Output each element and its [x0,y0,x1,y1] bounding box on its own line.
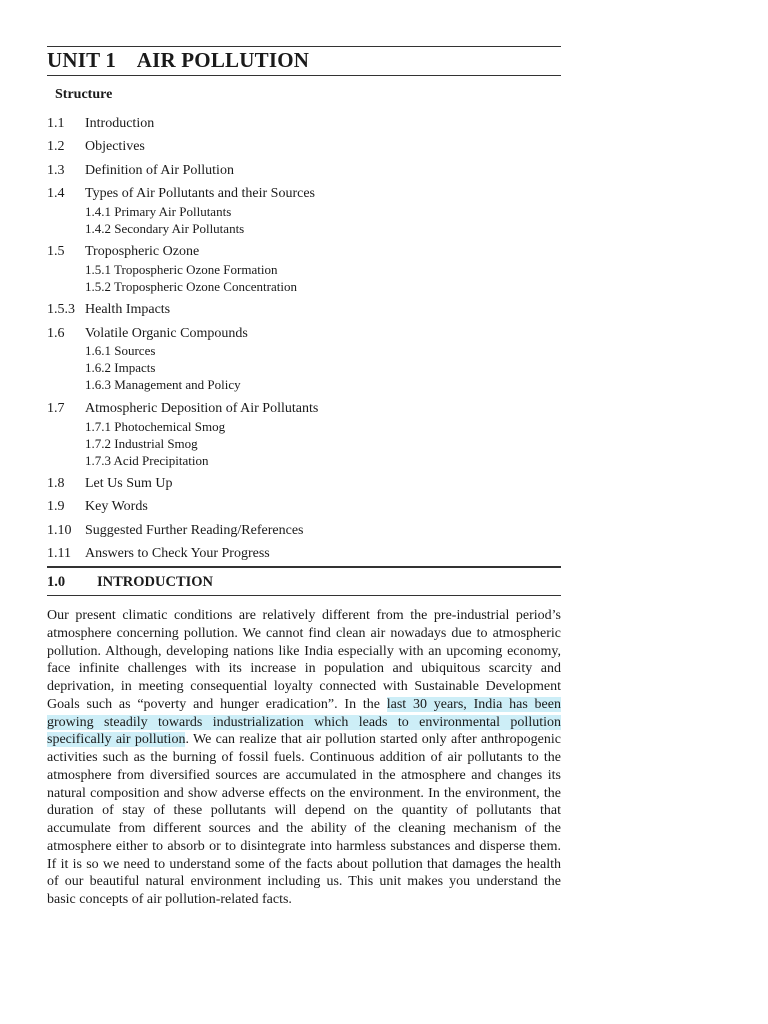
toc-label: Key Words [85,499,148,514]
toc-label: Introduction [85,116,155,131]
toc-label: Let Us Sum Up [85,476,173,491]
paragraph-text: . We can realize that air pollution started only after anthropogenic activities such as the burning of fossil fuels. Continuous addition of air pollutants to the atmosphere from diversified sources are accumulated in the atmosphere and changes its natural composition and show adverse effects on the environment. In the environment, the duration of stay of these pollutants will depend on the quantity of pollutants that accumulate from different sources and the ability of the cleaning mechanism of the atmosphere either to absorb or to disintegrate into harmless substances and disperse them. If it is so we need to understand some of the facts about pollution that damages the health of our beautiful natural environment including us. This unit makes you understand the basic concepts of air pollution-related facts. [47,732,561,907]
toc-item [47,185,315,202]
toc-number: 1.8 [47,476,65,491]
structure-heading: Structure [55,87,113,102]
toc-label: Suggested Further Reading/References [85,523,304,538]
introduction-paragraph [47,607,561,909]
toc-item [47,545,270,562]
toc-subitem: 1.6.3 Management and Policy [85,377,241,392]
toc-number: 1.6 [47,326,65,341]
toc-item [47,162,234,179]
toc-label: Health Impacts [85,302,171,317]
toc-item [47,522,304,539]
toc-subitem: 1.7.2 Industrial Smog [85,436,198,451]
toc-number: 1.4 [47,186,65,201]
toc-number: 1.5 [47,244,65,259]
toc-label: Volatile Organic Compounds [85,326,248,341]
toc-number: 1.2 [47,139,65,154]
section-title: INTRODUCTION [97,574,214,590]
toc-subitem: 1.5.1 Tropospheric Ozone Formation [85,262,278,277]
toc-subitem: 1.6.2 Impacts [85,360,156,375]
section-number: 1.0 [47,574,66,590]
toc-number: 1.1 [47,116,65,131]
toc-subitem: 1.7.1 Photochemical Smog [85,419,226,434]
toc-number: 1.3 [47,163,65,178]
toc-item [47,301,170,318]
toc-subitem: 1.7.3 Acid Precipitation [85,453,209,468]
toc-subitem: 1.4.1 Primary Air Pollutants [85,204,232,219]
toc-label: Types of Air Pollutants and their Sources [85,186,315,201]
title-rule [47,75,561,76]
paragraph-text: Our present climatic conditions are relatively different from the pre-industrial period’s atmosphere concerning pollution. We cannot find clean air nowadays due to atmospheric pollution. Although, developing nations like India especially with an upcoming economy, face infinite challenges with its increase in population and ubiquitous scarcity and deprivation, in meeting consequential loyalty connected with Sustainable Development Goals such as “poverty and hunger eradication”. In the [47,608,561,712]
section-rule-bottom [47,595,561,596]
toc-number: 1.5.3 [47,302,75,317]
toc-label: Tropospheric Ozone [85,244,200,259]
toc-label: Answers to Check Your Progress [85,546,270,561]
toc-subitem: 1.6.1 Sources [85,343,156,358]
toc-number: 1.10 [47,523,72,538]
toc-item [47,325,248,342]
toc-item [47,400,318,417]
highlighted-text: last 30 years, India has been growing steadily towards industrialization which leads to environmental pollution specifically air pollution [47,696,561,748]
section-heading [47,574,213,591]
section-rule-top [47,566,561,568]
toc-item [47,115,154,132]
toc-subitem: 1.4.2 Secondary Air Pollutants [85,221,245,236]
toc-label: Objectives [85,139,145,154]
toc-subitem: 1.5.2 Tropospheric Ozone Concentration [85,279,297,294]
unit-title: UNIT 1 AIR POLLUTION [47,48,310,72]
top-rule [47,46,561,47]
toc-label: Definition of Air Pollution [85,163,234,178]
toc-item [47,475,173,492]
toc-number: 1.11 [47,546,71,561]
toc-item [47,138,145,155]
toc-item [47,498,148,515]
toc-label: Atmospheric Deposition of Air Pollutants [85,401,319,416]
toc-item [47,243,199,260]
toc-number: 1.9 [47,499,65,514]
toc-number: 1.7 [47,401,65,416]
